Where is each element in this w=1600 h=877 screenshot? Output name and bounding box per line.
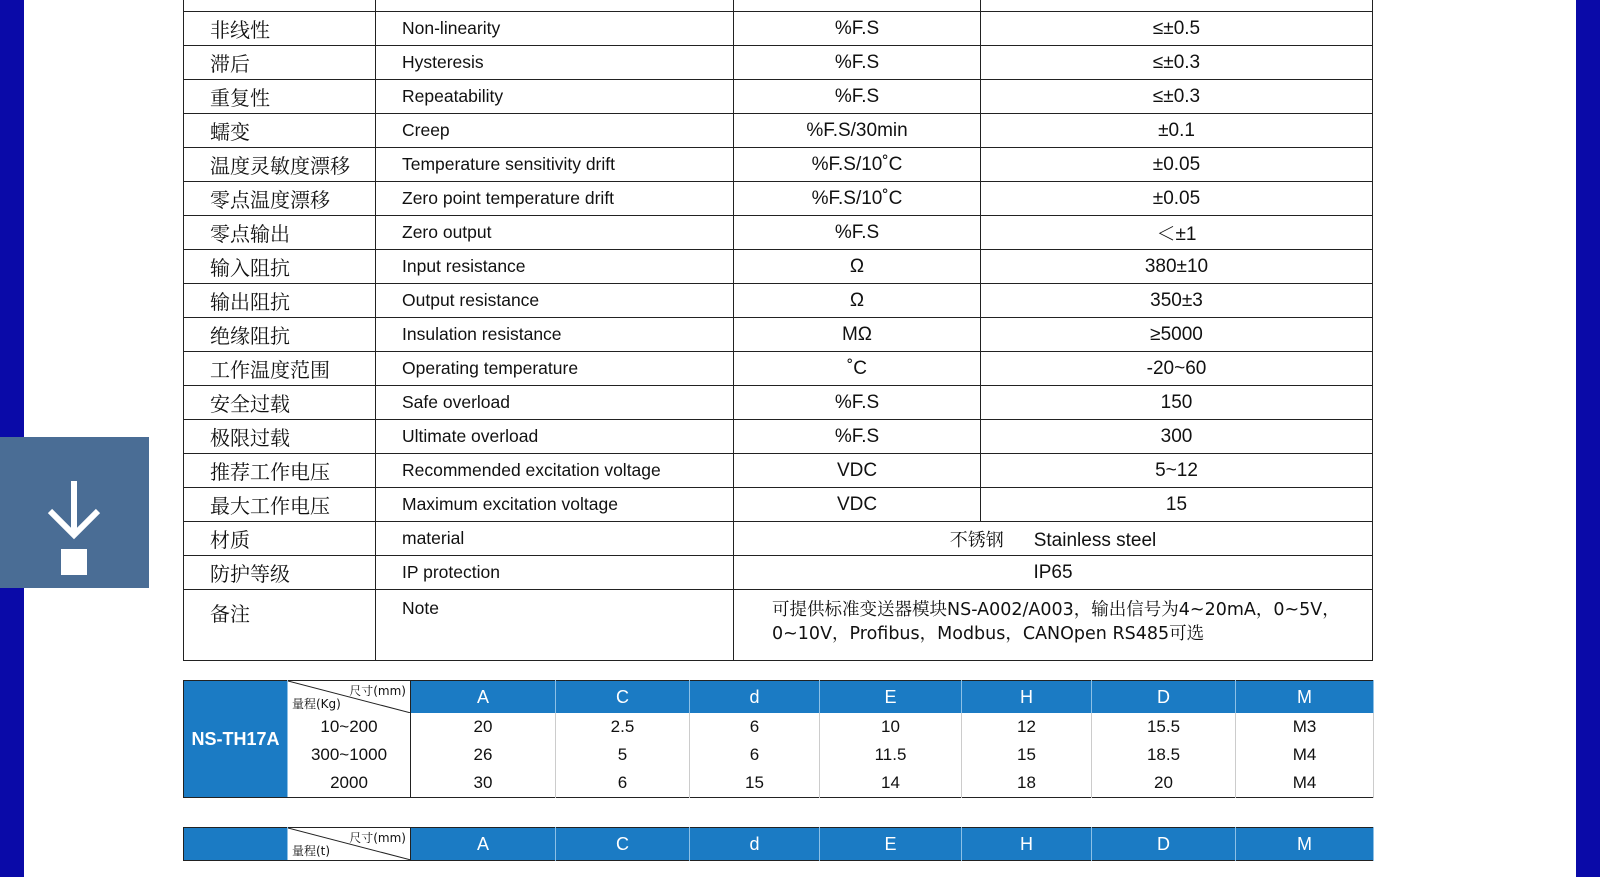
spec-row-note: 备注 Note 可提供标准变送器模块NS-A002/A003，输出信号为4~20mA，0~5V， 0~10V，Profibus，Modbus，CANOpen RS485可选 [184,590,1373,661]
model-label: NS-TH17A [184,681,288,798]
spec-row: 零点输出 Zero output %F.S ＜±1 [184,216,1373,250]
spec-row: 输入阻抗 Input resistance Ω 380±10 [184,250,1373,284]
col-header: C [556,681,690,714]
spec-row-protection: 防护等级 IP protection IP65 [184,556,1373,590]
spec-row: 滞后 Hysteresis %F.S ≤±0.3 [184,46,1373,80]
page [24,0,1576,877]
spec-row: 推荐工作电压 Recommended excitation voltage VDC 5~12 [184,454,1373,488]
spec-row: 温度灵敏度漂移 Temperature sensitivity drift %F.S/10˚C ±0.05 [184,148,1373,182]
spec-row: 极限过载 Ultimate overload %F.S 300 [184,420,1373,454]
spec-row: 零点温度漂移 Zero point temperature drift %F.S/10˚C ±0.05 [184,182,1373,216]
dim-row: 300~1000 26 5 6 11.5 15 18.5 M4 [184,741,1374,769]
col-header: C [556,828,690,861]
dim-row: 2000 30 6 15 14 18 20 M4 [184,769,1374,798]
spec-table [183,0,1373,661]
spec-row: 安全过载 Safe overload %F.S 150 [184,386,1373,420]
spec-row: 非线性 Non-linearity %F.S ≤±0.5 [184,12,1373,46]
download-arrow-icon [0,437,149,588]
col-header: d [690,681,820,714]
col-header: D [1092,828,1236,861]
dim-header-row [184,681,1374,714]
dim-header-row [184,828,1374,861]
spec-row: 绝缘阻抗 Insulation resistance MΩ ≥5000 [184,318,1373,352]
download-button[interactable] [0,437,149,588]
spec-row: 工作温度范围 Operating temperature ˚C -20~60 [184,352,1373,386]
col-header: H [962,828,1092,861]
col-header: E [820,828,962,861]
dimension-table-2 [183,827,1374,861]
col-header: M [1236,828,1374,861]
col-header: H [962,681,1092,714]
spec-row: 最大工作电压 Maximum excitation voltage VDC 15 [184,488,1373,522]
spec-row-partial [184,0,1373,12]
model-label [184,828,288,861]
spec-row-material: 材质 material 不锈钢 Stainless steel [184,522,1373,556]
dim-row: 10~200 20 2.5 6 10 12 15.5 M3 [184,713,1374,741]
dimension-table-1 [183,680,1374,798]
col-header: D [1092,681,1236,714]
corner-cell: 尺寸(mm) 量程(t) [288,828,411,861]
spec-row: 蠕变 Creep %F.S/30min ±0.1 [184,114,1373,148]
spec-row: 输出阻抗 Output resistance Ω 350±3 [184,284,1373,318]
spec-row: 重复性 Repeatability %F.S ≤±0.3 [184,80,1373,114]
corner-cell: 尺寸(mm) 量程(Kg) [288,681,411,714]
col-header: A [411,681,556,714]
col-header: M [1236,681,1374,714]
col-header: d [690,828,820,861]
col-header: A [411,828,556,861]
col-header: E [820,681,962,714]
